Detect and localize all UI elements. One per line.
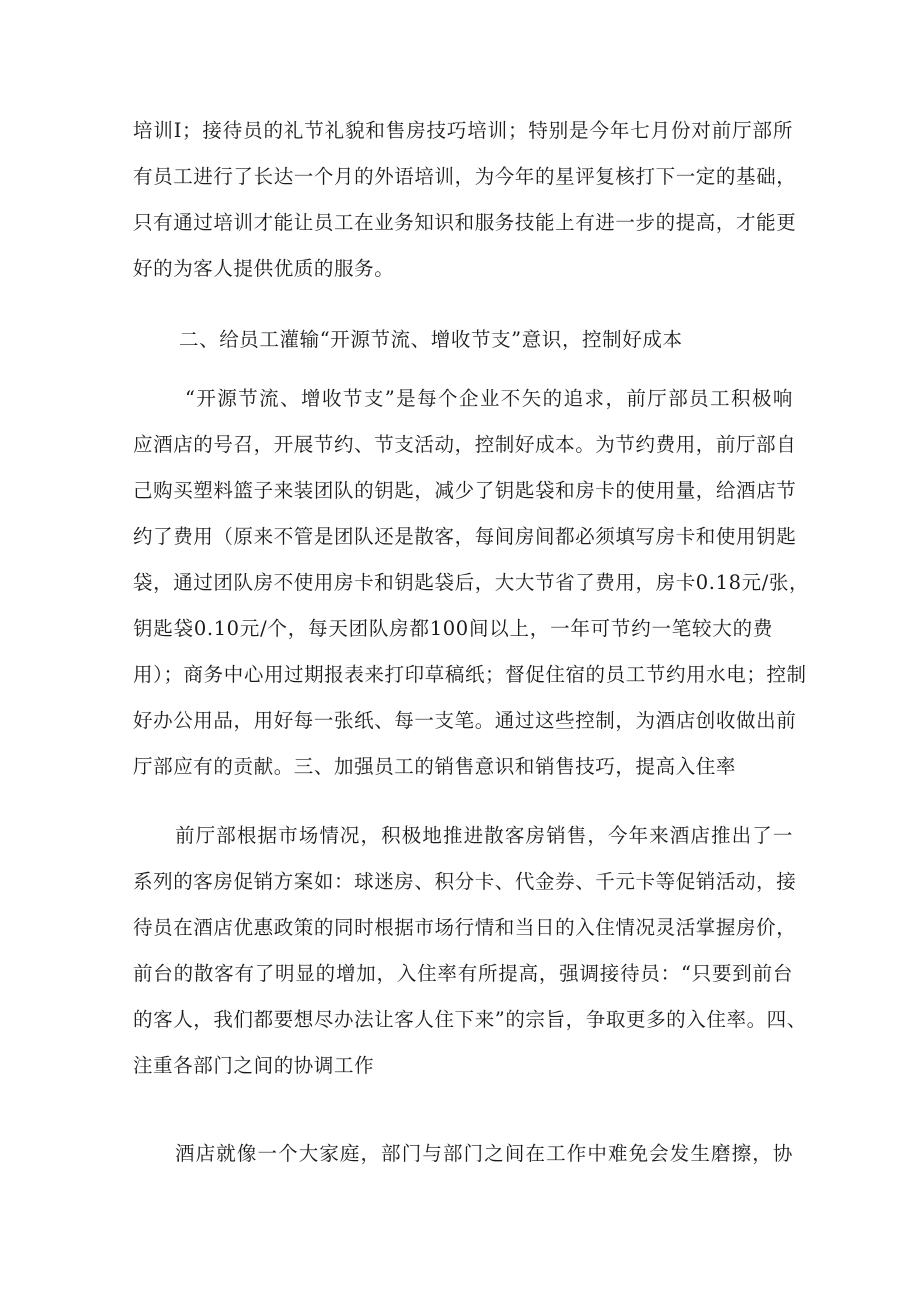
text-line: 应酒店的号召，开展节约、节支活动，控制好成本。为节约费用，前厅部自 bbox=[133, 433, 797, 456]
section-heading-text: 二、给员工灌输“开源节流、增收节支”意识，控制好成本 bbox=[179, 328, 683, 351]
text-line: 有员工进行了长达一个月的外语培训，为今年的星评复核打下一定的基础， bbox=[133, 165, 797, 188]
paragraph-training bbox=[133, 113, 797, 287]
text-line: 系列的客房促销方案如：球迷房、积分卡、代金券、千元卡等促销活动，接 bbox=[133, 870, 797, 893]
text-line: 袋，通过团队房不使用房卡和钥匙袋后，大大节省了费用，房卡0.18元/张， bbox=[133, 571, 810, 594]
text-line: 培训I；接待员的礼节礼貌和售房技巧培训；特别是今年七月份对前厅部所 bbox=[133, 119, 793, 142]
paragraph-sales bbox=[133, 818, 807, 1084]
text-line: 用）；商务中心用过期报表来打印草稿纸；督促住宿的员工节约用水电；控制 bbox=[133, 663, 807, 686]
text-line: 前台的散客有了明显的增加，入住率有所提高，强调接待员：“只要到前台 bbox=[133, 962, 793, 985]
text-line: 钥匙袋0.10元/个，每天团队房都100间以上，一年可节约一笔较大的费 bbox=[133, 617, 773, 640]
paragraph-cost-control bbox=[133, 381, 810, 785]
text-line: 的客人，我们都要想尽办法让客人住下来”的宗旨，争取更多的入住率。四、 bbox=[133, 1008, 807, 1031]
text-line: 约了费用（原来不管是团队还是散客，每间房间都必须填写房卡和使用钥匙 bbox=[133, 525, 797, 548]
text-line: 己购买塑料篮子来装团队的钥匙，减少了钥匙袋和房卡的使用量，给酒店节 bbox=[133, 479, 797, 502]
text-line: 待员在酒店优惠政策的同时根据市场行情和当日的入住情况灵活掌握房价， bbox=[133, 916, 797, 939]
text-line: 注重各部门之间的协调工作 bbox=[133, 1054, 375, 1077]
text-line: 好的为客人提供优质的服务。 bbox=[133, 257, 395, 280]
text-line: “开源节流、增收节支”是每个企业不矢的追求，前厅部员工积极响 bbox=[185, 387, 793, 410]
paragraph-coordination bbox=[133, 1136, 793, 1172]
section-heading-cost-control bbox=[179, 322, 799, 358]
text-line: 酒店就像一个大家庭，部门与部门之间在工作中难免会发生磨擦，协 bbox=[175, 1142, 793, 1165]
text-line: 厅部应有的贡献。三、加强员工的销售意识和销售技巧，提高入住率 bbox=[133, 755, 737, 778]
text-line: 好办公用品，用好每一张纸、每一支笔。通过这些控制，为酒店创收做出前 bbox=[133, 709, 797, 732]
text-line: 只有通过培训才能让员工在业务知识和服务技能上有进一步的提高，才能更 bbox=[133, 211, 797, 234]
text-line: 前厅部根据市场情况，积极地推进散客房销售，今年来酒店推出了一 bbox=[175, 824, 793, 847]
